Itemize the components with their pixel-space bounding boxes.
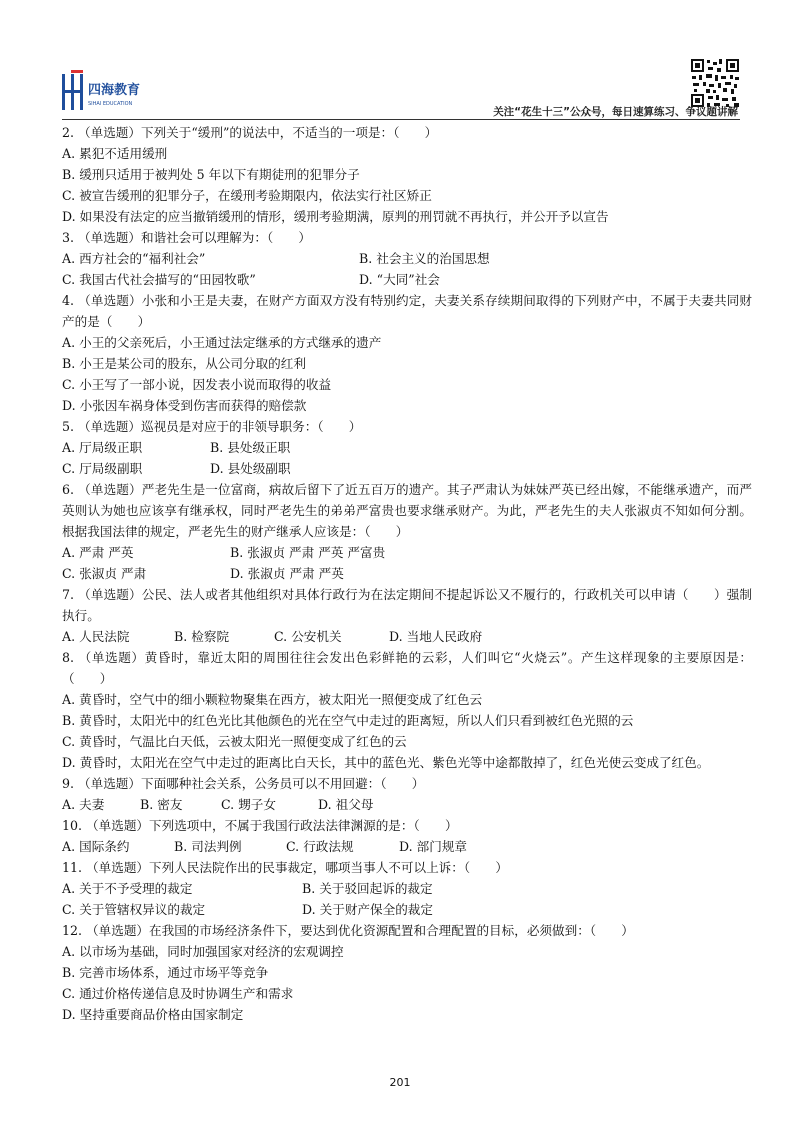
question-2 bbox=[62, 122, 752, 227]
question-list bbox=[62, 122, 752, 1025]
question-stem: 9. （单选题）下面哪种社会关系，公务员可以不用回避：（ ） bbox=[62, 776, 425, 791]
option-b: B. 关于驳回起诉的裁定 bbox=[302, 881, 433, 896]
option-c: C. 行政法规 bbox=[286, 839, 354, 854]
sihai-education-logo bbox=[62, 70, 172, 114]
option-d: D. 部门规章 bbox=[399, 839, 468, 854]
option-d: D. 张淑贞 严肃 严英 bbox=[230, 566, 344, 581]
question-4 bbox=[62, 290, 752, 416]
option-row bbox=[62, 458, 752, 479]
option-row bbox=[62, 269, 752, 290]
logo-subtext: SIHAI EDUCATION bbox=[88, 101, 133, 107]
option-d: D. 当地人民政府 bbox=[389, 629, 483, 644]
question-3 bbox=[62, 227, 752, 290]
option-c: C. 关于管辖权异议的裁定 bbox=[62, 902, 206, 917]
option-c: C. 被宣告缓刑的犯罪分子，在缓刑考验期限内，依法实行社区矫正 bbox=[62, 188, 432, 203]
option-d: D. 关于财产保全的裁定 bbox=[302, 902, 433, 917]
question-stem: 3. （单选题）和谐社会可以理解为：（ ） bbox=[62, 230, 312, 245]
option-c: C. 我国古代社会描写的“田园牧歌” bbox=[62, 272, 256, 287]
option-b: B. 黄昏时，太阳光中的红色光比其他颜色的光在空气中走过的距离短，所以人们只看到被红色光照的云 bbox=[62, 713, 634, 728]
option-row bbox=[62, 878, 752, 899]
option-row bbox=[62, 626, 752, 647]
question-stem: 2. （单选题）下列关于“缓刑”的说法中，不适当的一项是：（ ） bbox=[62, 125, 438, 140]
question-10 bbox=[62, 815, 752, 857]
option-c: C. 公安机关 bbox=[274, 629, 342, 644]
question-stem: 11. （单选题）下列人民法院作出的民事裁定，哪项当事人不可以上诉：（ ） bbox=[62, 860, 508, 875]
option-b: B. 密友 bbox=[140, 797, 183, 812]
question-5 bbox=[62, 416, 752, 479]
option-c: C. 甥子女 bbox=[221, 797, 276, 812]
question-stem: 7. （单选题）公民、法人或者其他组织对具体行政行为在法定期间不提起诉讼又不履行的，行政机关可以申请（ ）强制执行。 bbox=[62, 587, 752, 623]
option-c: C. 小王写了一部小说，因发表小说而取得的收益 bbox=[62, 377, 332, 392]
option-d: D. 坚持重要商品价格由国家制定 bbox=[62, 1007, 244, 1022]
option-a: A. 以市场为基础，同时加强国家对经济的宏观调控 bbox=[62, 944, 344, 959]
question-6 bbox=[62, 479, 752, 584]
question-stem: 5. （单选题）巡视员是对应于的非领导职务：（ ） bbox=[62, 419, 362, 434]
page-number: 201 bbox=[389, 1076, 411, 1089]
option-d: D. 如果没有法定的应当撤销缓刑的情形，缓刑考验期满，原判的刑罚就不再执行，并公开予以宣告 bbox=[62, 209, 609, 224]
question-stem: 12. （单选题）在我国的市场经济条件下，要达到优化资源配置和合理配置的目标，必须做到：（ ） bbox=[62, 923, 634, 938]
option-a: A. 小王的父亲死后，小王通过法定继承的方式继承的遗产 bbox=[62, 335, 382, 350]
option-d: D. “大同”社会 bbox=[359, 272, 440, 287]
option-row bbox=[62, 437, 752, 458]
option-row bbox=[62, 563, 752, 584]
option-a: A. 累犯不适用缓刑 bbox=[62, 146, 168, 161]
option-c: C. 通过价格传递信息及时协调生产和需求 bbox=[62, 986, 294, 1001]
option-row bbox=[62, 248, 752, 269]
option-row bbox=[62, 542, 752, 563]
question-stem: 4. （单选题）小张和小王是夫妻，在财产方面双方没有特别约定，夫妻关系存续期间取得的下列财产中，不属于夫妻共同财产的是（ ） bbox=[62, 293, 752, 329]
header-divider bbox=[62, 119, 740, 120]
question-12 bbox=[62, 920, 752, 1025]
question-stem: 10. （单选题）下列选项中，不属于我国行政法法律渊源的是：（ ） bbox=[62, 818, 458, 833]
option-b: B. 县处级正职 bbox=[210, 440, 291, 455]
option-a: A. 厅局级正职 bbox=[62, 440, 143, 455]
option-c: C. 张淑贞 严肃 bbox=[62, 566, 147, 581]
option-b: B. 小王是某公司的股东，从公司分取的红利 bbox=[62, 356, 306, 371]
option-b: B. 张淑贞 严肃 严英 严富贵 bbox=[230, 545, 386, 560]
option-c: C. 黄昏时，气温比白天低，云被太阳光一照便变成了红色的云 bbox=[62, 734, 407, 749]
question-7 bbox=[62, 584, 752, 647]
option-c: C. 厅局级副职 bbox=[62, 461, 143, 476]
option-b: B. 社会主义的治国思想 bbox=[359, 251, 490, 266]
option-a: A. 国际条约 bbox=[62, 839, 130, 854]
option-row bbox=[62, 836, 752, 857]
question-8 bbox=[62, 647, 752, 773]
question-9 bbox=[62, 773, 752, 815]
option-a: A. 黄昏时，空气中的细小颗粒物聚集在西方，被太阳光一照便变成了红色云 bbox=[62, 692, 483, 707]
option-row bbox=[62, 899, 752, 920]
option-row bbox=[62, 794, 752, 815]
option-a: A. 严肃 严英 bbox=[62, 545, 134, 560]
option-b: B. 检察院 bbox=[174, 629, 230, 644]
question-stem: 6. （单选题）严老先生是一位富商，病故后留下了近五百万的遗产。其子严肃认为妹妹严英已经出嫁，不能继承遗产，而严英则认为她也应该享有继承权，同时严老先生的弟弟严富贵也要求继承财产。为此，严老先生的夫人张淑贞不知如何分割。根据我国法律的规定，严老先生的财产继承人应该是：（ ） bbox=[62, 482, 752, 539]
option-d: D. 祖父母 bbox=[318, 797, 374, 812]
follow-note: 关注“花生十三”公众号，每日速算练习、争议题讲解 bbox=[493, 106, 738, 118]
question-stem: 8. （单选题）黄昏时，靠近太阳的周围往往会发出色彩鲜艳的云彩，人们叫它“火烧云”。产生这样现象的主要原因是：（ ） bbox=[62, 650, 752, 686]
option-d: D. 小张因车祸身体受到伤害而获得的赔偿款 bbox=[62, 398, 307, 413]
option-d: D. 黄昏时，太阳光在空气中走过的距离比白天长，其中的蓝色光、紫色光等中途都散掉了，红色光使云变成了红色。 bbox=[62, 755, 710, 770]
option-a: A. 人民法院 bbox=[62, 629, 130, 644]
option-b: B. 完善市场体系，通过市场平等竞争 bbox=[62, 965, 269, 980]
option-b: B. 缓刑只适用于被判处 5 年以下有期徒刑的犯罪分子 bbox=[62, 167, 360, 182]
option-d: D. 县处级副职 bbox=[210, 461, 291, 476]
page-header bbox=[0, 0, 800, 120]
qr-code-icon bbox=[690, 58, 740, 108]
question-11 bbox=[62, 857, 752, 920]
option-b: B. 司法判例 bbox=[174, 839, 242, 854]
option-a: A. 西方社会的“福利社会” bbox=[62, 251, 206, 266]
option-a: A. 关于不予受理的裁定 bbox=[62, 881, 193, 896]
logo-text: 四海教育 bbox=[88, 83, 141, 98]
option-a: A. 夫妻 bbox=[62, 797, 105, 812]
